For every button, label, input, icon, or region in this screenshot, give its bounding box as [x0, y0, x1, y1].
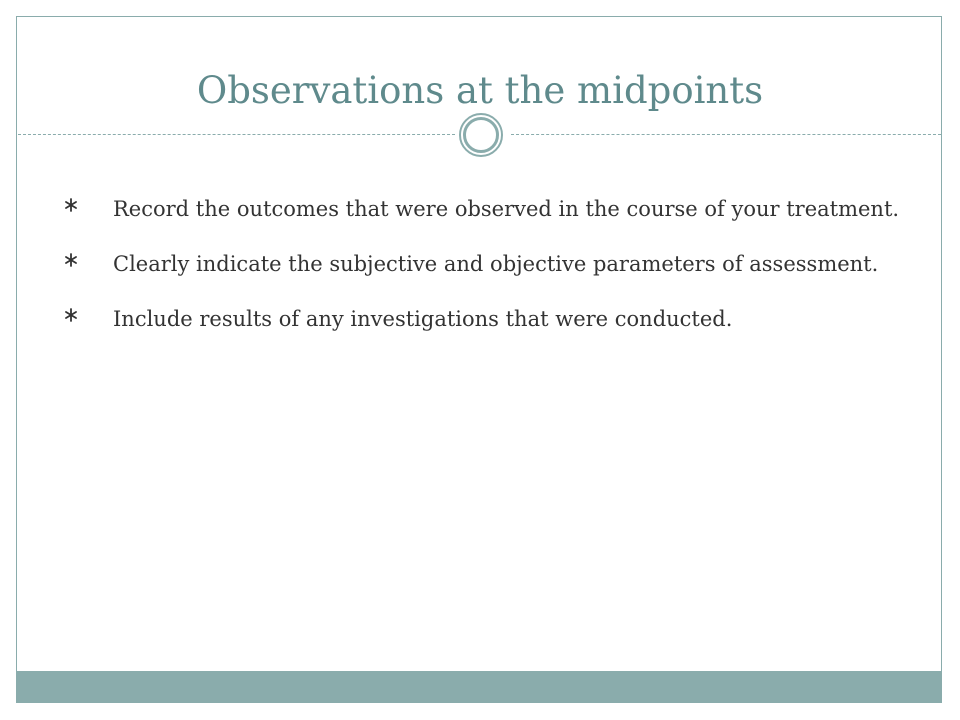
bullet-item — [63, 193, 903, 226]
bullet-text: Include results of any investigations that were conducted. — [113, 307, 733, 331]
bullet-text: Record the outcomes that were observed in the course of your treatment. — [113, 197, 900, 221]
slide — [16, 16, 942, 703]
footer-band — [17, 671, 941, 703]
asterisk-bullet-icon — [63, 197, 79, 213]
bullet-text: Clearly indicate the subjective and objective parameters of assessment. — [113, 252, 879, 276]
bullet-item — [63, 303, 903, 336]
title-divider-right — [511, 134, 941, 135]
asterisk-bullet-icon — [63, 307, 79, 323]
asterisk-bullet-icon — [63, 252, 79, 268]
bullet-list — [63, 193, 903, 358]
circle-ornament-icon — [457, 111, 505, 159]
bullet-item — [63, 248, 903, 281]
slide-title: Observations at the midpoints — [196, 69, 764, 112]
title-divider-left — [18, 134, 455, 135]
